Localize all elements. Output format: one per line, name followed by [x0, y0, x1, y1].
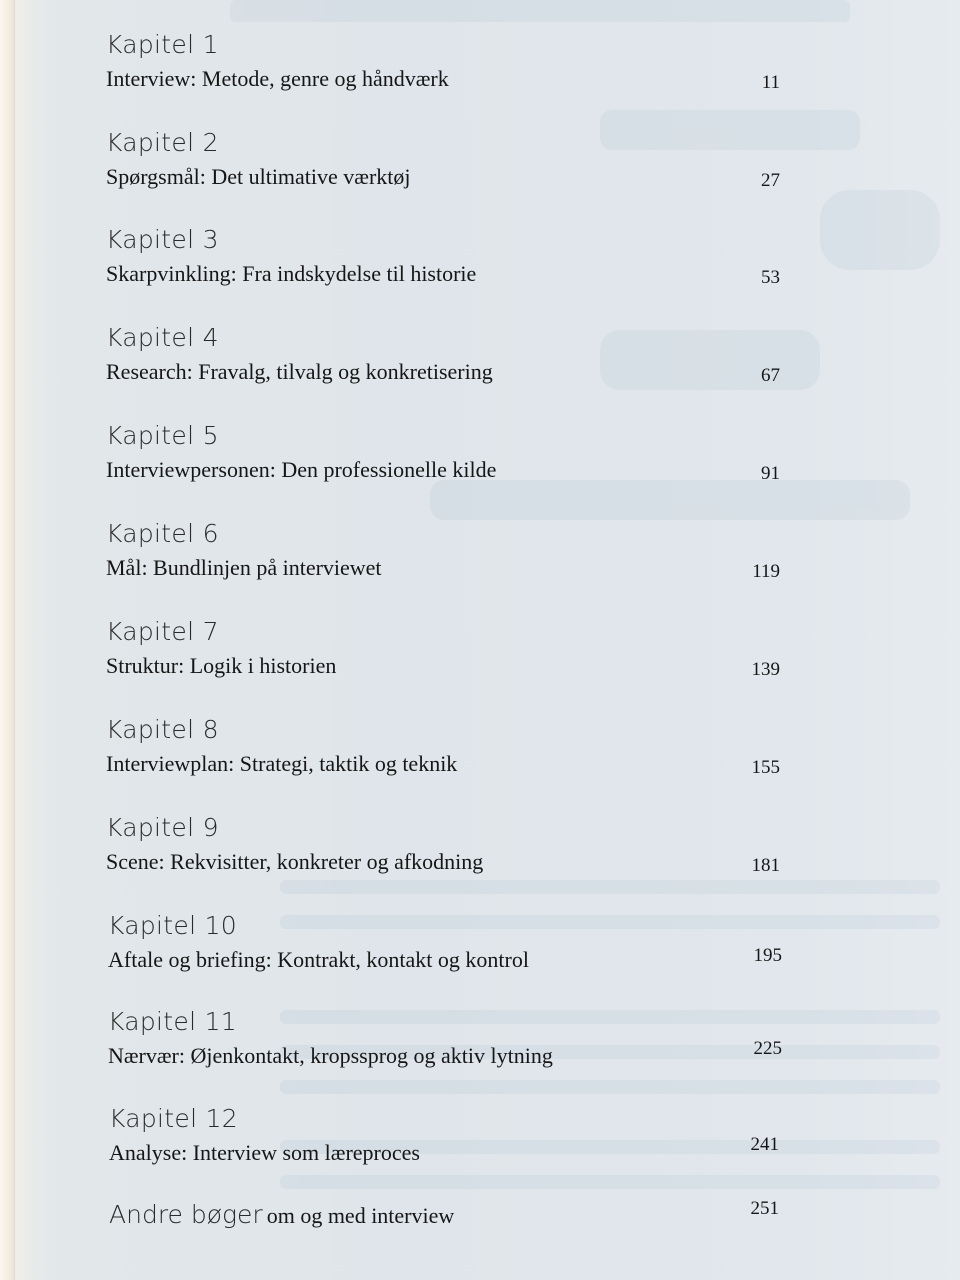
chapter-title: Analyse: Interview som læreproces	[109, 1140, 420, 1165]
chapter-title: Research: Fravalg, tilvalg og konkretisering	[106, 359, 493, 384]
chapter-title: Interview: Metode, genre og håndværk	[106, 66, 449, 91]
page-number: 53	[761, 267, 780, 288]
chapter-title: Struktur: Logik i historien	[106, 653, 337, 678]
toc-entry	[106, 225, 796, 315]
chapter-label: Kapitel 6	[106, 519, 219, 548]
page-number: 139	[751, 659, 780, 680]
chapter-label: Kapitel 8	[106, 715, 219, 744]
toc-entry	[106, 30, 796, 120]
chapter-label: Kapitel 7	[106, 617, 219, 646]
chapter-title: Nærvær: Øjenkontakt, kropssprog og aktiv lytning	[108, 1043, 553, 1068]
chapter-label: Kapitel 9	[106, 813, 219, 842]
chapter-title: Mål: Bundlinjen på interviewet	[106, 555, 382, 580]
toc-entry	[106, 813, 796, 903]
chapter-title: Interviewplan: Strategi, taktik og teknik	[106, 751, 458, 776]
other-books-title: om og med interview	[266, 1203, 455, 1228]
page-number: 67	[761, 365, 780, 386]
other-books-label: Andre bøger	[109, 1200, 263, 1229]
chapter-label: Kapitel 4	[106, 323, 219, 352]
chapter-label: Kapitel 10	[108, 911, 237, 940]
toc-entry	[106, 715, 796, 805]
page-number: 181	[751, 855, 780, 876]
toc-entry	[109, 1104, 799, 1194]
toc-entry	[108, 1007, 798, 1097]
toc-entry	[106, 421, 796, 511]
toc-entry	[106, 128, 796, 218]
page-number: 11	[761, 72, 780, 93]
chapter-title: Spørgsmål: Det ultimative værktøj	[106, 164, 411, 189]
chapter-label: Kapitel 3	[106, 225, 219, 254]
chapter-title: Interviewpersonen: Den professionelle kilde	[106, 457, 497, 482]
toc-entry-other-books	[109, 1200, 799, 1240]
chapter-label: Kapitel 11	[108, 1007, 237, 1036]
page-number: 251	[750, 1198, 779, 1219]
page-number: 27	[761, 170, 780, 191]
chapter-title: Aftale og briefing: Kontrakt, kontakt og kontrol	[108, 947, 529, 972]
toc-entry	[106, 617, 796, 707]
page-number: 195	[753, 945, 782, 966]
chapter-label: Kapitel 1	[106, 30, 219, 59]
page-number: 155	[751, 757, 780, 778]
page-number: 91	[761, 463, 780, 484]
toc-entry	[106, 519, 796, 609]
chapter-label: Kapitel 5	[106, 421, 219, 450]
page-number: 225	[753, 1038, 782, 1059]
chapter-label: Kapitel 12	[109, 1104, 238, 1133]
toc-entry	[106, 323, 796, 413]
chapter-title: Scene: Rekvisitter, konkreter og afkodning	[106, 849, 484, 874]
page-number: 119	[752, 561, 780, 582]
chapter-label: Kapitel 2	[106, 128, 219, 157]
page-number: 241	[750, 1134, 779, 1155]
toc-entry	[108, 911, 798, 1001]
chapter-title: Skarpvinkling: Fra indskydelse til historie	[106, 261, 477, 286]
